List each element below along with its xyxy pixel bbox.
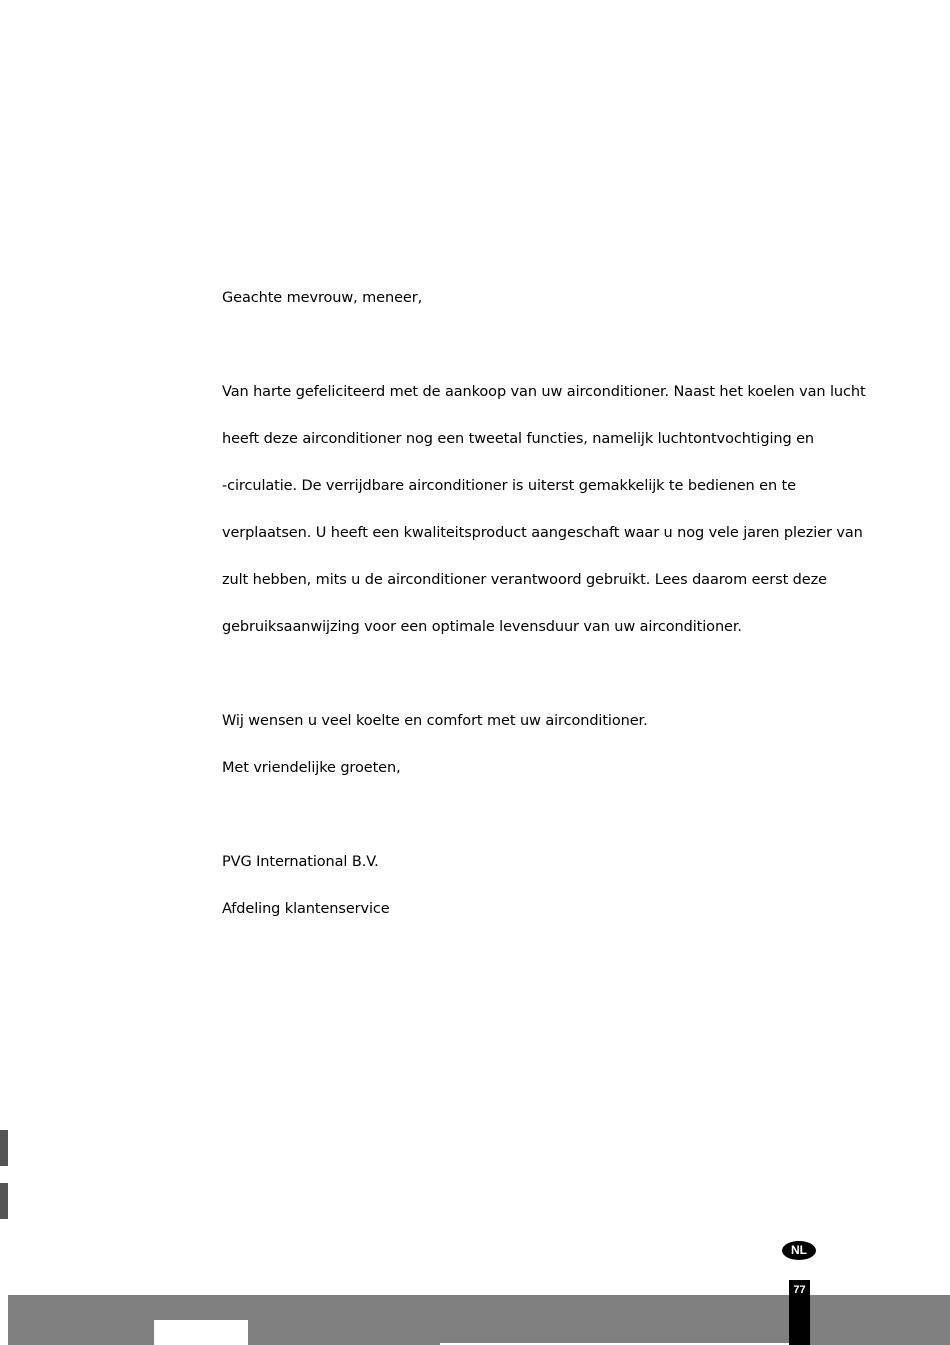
edge-mark-upper: [0, 1130, 8, 1166]
body-line-4: verplaatsen. U heeft een kwaliteitsproduct aangeschaft waar u nog vele jaren plezier van: [222, 525, 863, 541]
body-line-3: -circulatie. De verrijdbare airconditioner is uiterst gemakkelijk te bedienen en te: [222, 478, 796, 494]
letter-company: PVG International B.V.: [222, 854, 379, 870]
letter-wish: Wij wensen u veel koelte en comfort met uw airconditioner.: [222, 713, 648, 729]
body-line-5: zult hebben, mits u de airconditioner verantwoord gebruikt. Lees daarom eerst deze: [222, 572, 827, 588]
body-line-1: Van harte gefeliciteerd met de aankoop van uw airconditioner. Naast het koelen van lucht: [222, 384, 866, 400]
language-badge: NL: [782, 1241, 816, 1260]
footer-white-box: [154, 1320, 248, 1345]
letter-department: Afdeling klantenservice: [222, 901, 390, 917]
edge-mark-lower: [0, 1183, 8, 1219]
body-line-2: heeft deze airconditioner nog een tweetal functies, namelijk luchtontvochtiging en: [222, 431, 815, 447]
page-number-tab: [789, 1280, 810, 1345]
letter-salutation: Geachte mevrouw, meneer,: [222, 290, 423, 306]
body-line-6: gebruiksaanwijzing voor een optimale levensduur van uw airconditioner.: [222, 619, 742, 635]
page-number: 77: [793, 1284, 806, 1296]
letter-closing: Met vriendelijke groeten,: [222, 760, 401, 776]
